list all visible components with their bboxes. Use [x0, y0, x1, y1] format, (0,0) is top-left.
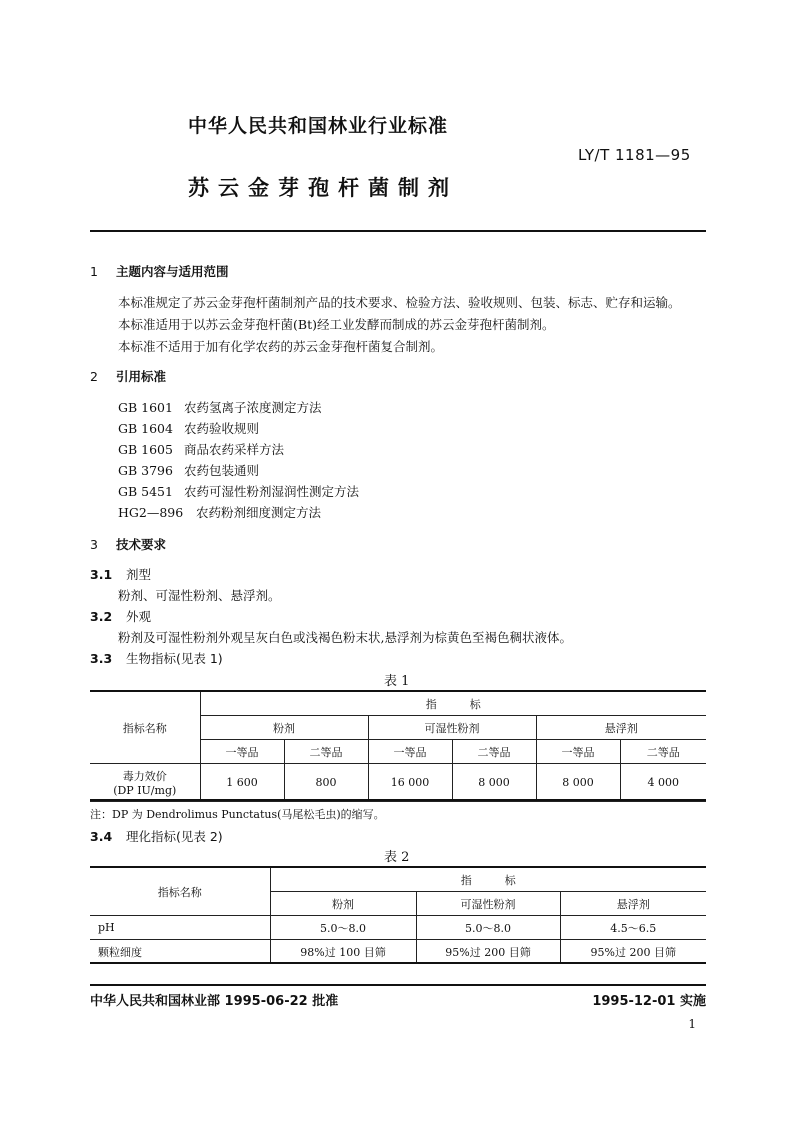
table-1-type-header: 悬浮剂 [536, 716, 706, 740]
table-2-cell: 5.0～8.0 [416, 916, 560, 940]
table-1-grade-header: 一等品 [200, 740, 284, 764]
table-2-cell: 95%过 200 目筛 [560, 940, 706, 964]
table-1-row-header: 指标名称 [90, 692, 200, 764]
section-1-heading: 1 主题内容与适用范围 [90, 264, 229, 279]
page-number: 1 [688, 1017, 696, 1031]
footer-divider [90, 984, 706, 986]
table-2-row-label: 颗粒细度 [90, 940, 270, 964]
section-3-4-heading: 3.4 理化指标(见表 2) [90, 829, 223, 844]
table-2-type-header: 悬浮剂 [560, 892, 706, 916]
table-1-grade-header: 一等品 [536, 740, 620, 764]
section-3-1-text: 粉剂、可湿性粉剂、悬浮剂。 [118, 588, 281, 603]
table-2-cell: 98%过 100 目筛 [270, 940, 416, 964]
table-1-cell: 8 000 [452, 764, 536, 802]
table-1-type-header: 可湿性粉剂 [368, 716, 536, 740]
section-3-3-heading: 3.3 生物指标(见表 1) [90, 651, 223, 666]
table-2-cell: 95%过 200 目筛 [416, 940, 560, 964]
table-2-type-header: 粉剂 [270, 892, 416, 916]
section-1-paragraph-3: 本标准不适用于加有化学农药的苏云金芽孢杆菌复合制剂。 [118, 339, 444, 354]
section-2-heading: 2 引用标准 [90, 369, 167, 384]
table-1-group-header: 指 标 [200, 692, 706, 716]
table-1-note: 注：DP 为 Dendrolimus Punctatus(马尾松毛虫)的缩写。 [90, 808, 385, 821]
table-1-cell: 1 600 [200, 764, 284, 802]
table-2-cell: 4.5～6.5 [560, 916, 706, 940]
section-3-heading: 3 技术要求 [90, 537, 167, 552]
table-1-grade-header: 二等品 [284, 740, 368, 764]
table-1-caption: 表 1 [384, 674, 410, 689]
table-1-grade-header: 二等品 [452, 740, 536, 764]
standard-title: 中华人民共和国林业行业标准 [188, 115, 449, 137]
reference-item: GB 1605 商品农药采样方法 [118, 442, 285, 457]
table-2-cell: 5.0～8.0 [270, 916, 416, 940]
table-1-cell: 16 000 [368, 764, 452, 802]
table-1-cell: 4 000 [620, 764, 706, 802]
table-1-grade-header: 二等品 [620, 740, 706, 764]
table-2 [90, 868, 706, 964]
table-2-type-header: 可湿性粉剂 [416, 892, 560, 916]
table-1-grade-header: 一等品 [368, 740, 452, 764]
section-3-2-text: 粉剂及可湿性粉剂外观呈灰白色或浅褐色粉末状,悬浮剂为棕黄色至褐色稠状液体。 [118, 630, 572, 645]
reference-item: GB 3796 农药包装通则 [118, 463, 260, 478]
header-divider [90, 230, 706, 232]
reference-item: HG2—896 农药粉剂细度测定方法 [118, 505, 322, 520]
reference-item: GB 1601 农药氢离子浓度测定方法 [118, 400, 322, 415]
approval-text: 中华人民共和国林业部 1995-06-22 批准 [90, 994, 339, 1009]
table-1-bottom-rule [90, 799, 706, 801]
section-3-2-heading: 3.2 外观 [90, 609, 152, 624]
table-1 [90, 692, 706, 802]
document-title: 苏云金芽孢杆菌制剂 [188, 176, 458, 200]
table-2-group-header: 指 标 [270, 868, 706, 892]
section-1-paragraph-2: 本标准适用于以苏云金芽孢杆菌(Bt)经工业发酵而制成的苏云金芽孢杆菌制剂。 [118, 317, 555, 332]
table-2-bottom-rule [90, 962, 706, 964]
table-2-row-header: 指标名称 [90, 868, 270, 916]
section-1-paragraph-1: 本标准规定了苏云金芽孢杆菌制剂产品的技术要求、检验方法、验收规则、包装、标志、贮存和运输。 [118, 295, 681, 310]
table-1-row-label: 毒力效价 (DP IU/mg) [90, 764, 200, 802]
reference-item: GB 5451 农药可湿性粉剂湿润性测定方法 [118, 484, 360, 499]
implementation-text: 1995-12-01 实施 [592, 994, 706, 1009]
table-2-caption: 表 2 [384, 850, 410, 865]
table-2-row-label: pH [90, 916, 270, 940]
reference-item: GB 1604 农药验收规则 [118, 421, 260, 436]
table-1-cell: 8 000 [536, 764, 620, 802]
standard-code: LY/T 1181—95 [578, 146, 691, 164]
section-3-1-heading: 3.1 剂型 [90, 567, 152, 582]
table-1-type-header: 粉剂 [200, 716, 368, 740]
table-1-cell: 800 [284, 764, 368, 802]
